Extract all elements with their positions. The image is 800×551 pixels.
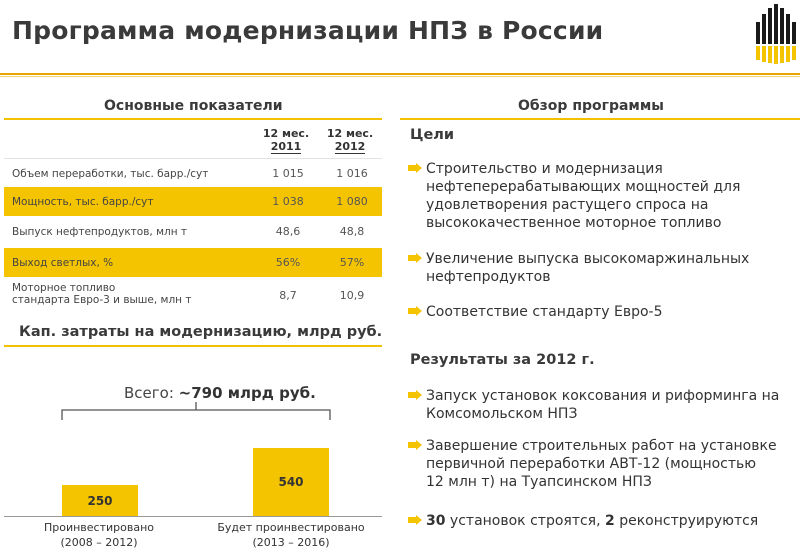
- indicators-heading: Основные показатели: [104, 98, 283, 114]
- chart-bar-invested: 250: [62, 485, 138, 516]
- column-header-2012: [320, 127, 380, 154]
- capex-total: [124, 384, 316, 402]
- result-number: 2: [605, 513, 615, 529]
- row-label-line1: Моторное топливо: [12, 282, 116, 294]
- result-text: установок строятся,: [445, 513, 605, 529]
- row-label: Выпуск нефтепродуктов, млн т: [12, 226, 188, 238]
- row-value-2012: 1 080: [336, 195, 368, 208]
- row-value-2011: 1 038: [272, 195, 304, 208]
- goal-item: [408, 303, 793, 321]
- goal-line: Соответствие стандарту Евро-5: [426, 304, 663, 320]
- result-line: Запуск установок коксования и риформинга на: [426, 388, 780, 404]
- results-heading: Результаты за 2012 г.: [410, 352, 595, 368]
- chart-x-label-line2: (2008 – 2012): [60, 536, 138, 549]
- goal-line: высококачественное моторное топливо: [426, 215, 722, 231]
- result-number: 30: [426, 513, 446, 529]
- indicators-heading-rule: [4, 118, 382, 120]
- goal-line: удовлетворения растущего спроса на: [426, 197, 709, 213]
- row-value-2011: 8,7: [279, 289, 297, 302]
- column-header-2011-line2: 2011: [270, 140, 302, 153]
- arrow-bullet-icon: [408, 306, 422, 316]
- table-row: [4, 277, 382, 315]
- company-logo: [752, 2, 798, 64]
- goal-item: [408, 250, 793, 286]
- row-value-2012: 10,9: [339, 289, 365, 302]
- chart-x-label-line1: Проинвестировано: [43, 521, 155, 534]
- capex-total-value: ~790 млрд руб.: [178, 384, 316, 402]
- row-label: Мощность, тыс. барр./сут: [12, 196, 154, 208]
- arrow-bullet-icon: [408, 163, 422, 173]
- column-header-2012-line2: 2012: [334, 140, 366, 153]
- row-value-2011: 1 015: [272, 167, 304, 180]
- row-label-line2: стандарта Евро-3 и выше, млн т: [12, 294, 192, 306]
- column-header-2011-line1: 12 мес.: [262, 127, 310, 140]
- overview-heading-rule: [400, 118, 800, 120]
- arrow-bullet-icon: [408, 515, 422, 525]
- result-text: реконструируются: [614, 513, 759, 529]
- column-header-2012-line1: 12 мес.: [326, 127, 374, 140]
- goal-line: нефтеперерабатывающих мощностей для: [426, 179, 741, 195]
- goal-line: Увеличение выпуска высокомаржинальных: [426, 251, 750, 267]
- chart-x-label-line1: Будет проинвестировано: [217, 521, 365, 534]
- result-line: Завершение строительных работ на установке: [426, 438, 777, 454]
- row-value-2011: 56%: [275, 256, 301, 269]
- result-item: [408, 387, 793, 423]
- chart-baseline: [4, 516, 382, 517]
- row-value-2012: 57%: [339, 256, 365, 269]
- row-label: Объем переработки, тыс. барр./сут: [12, 168, 209, 180]
- page-title: Программа модернизации НПЗ в России: [12, 16, 604, 45]
- arrow-bullet-icon: [408, 390, 422, 400]
- row-value-2012: 48,8: [339, 225, 365, 238]
- row-label: [12, 282, 192, 306]
- row-value-2012: 1 016: [336, 167, 368, 180]
- table-row-highlighted: [4, 187, 382, 216]
- chart-x-label-invested: [24, 520, 174, 550]
- result-line: 12 млн т) на Туапсинском НПЗ: [426, 474, 652, 490]
- result-line: Комсомольском НПЗ: [426, 406, 578, 422]
- overview-heading: Обзор программы: [518, 98, 664, 114]
- arrow-bullet-icon: [408, 440, 422, 450]
- arrow-bullet-icon: [408, 253, 422, 263]
- capex-heading-rule: [4, 345, 382, 347]
- result-line: первичной переработки АВТ-12 (мощностью: [426, 456, 757, 472]
- result-item: [408, 512, 793, 530]
- table-row: [4, 159, 382, 187]
- chart-bar-planned: 540: [253, 448, 329, 516]
- capex-total-prefix: Всего:: [124, 384, 179, 402]
- result-item: [408, 437, 793, 491]
- goal-line: нефтепродуктов: [426, 269, 551, 285]
- chart-x-label-line2: (2013 – 2016): [252, 536, 330, 549]
- title-divider: [0, 73, 800, 75]
- row-value-2011: 48,6: [275, 225, 301, 238]
- capex-heading: Кап. затраты на модернизацию, млрд руб.: [19, 324, 383, 340]
- goals-heading: Цели: [410, 127, 455, 143]
- table-row-highlighted: [4, 248, 382, 277]
- table-row: [4, 216, 382, 248]
- chart-x-label-planned: [206, 520, 376, 550]
- title-divider-thin: [0, 76, 800, 77]
- goal-line: Строительство и модернизация: [426, 161, 663, 177]
- goal-item: [408, 160, 793, 232]
- row-label: Выход светлых, %: [12, 257, 114, 269]
- column-header-2011: [256, 127, 316, 154]
- result-line: [426, 512, 793, 530]
